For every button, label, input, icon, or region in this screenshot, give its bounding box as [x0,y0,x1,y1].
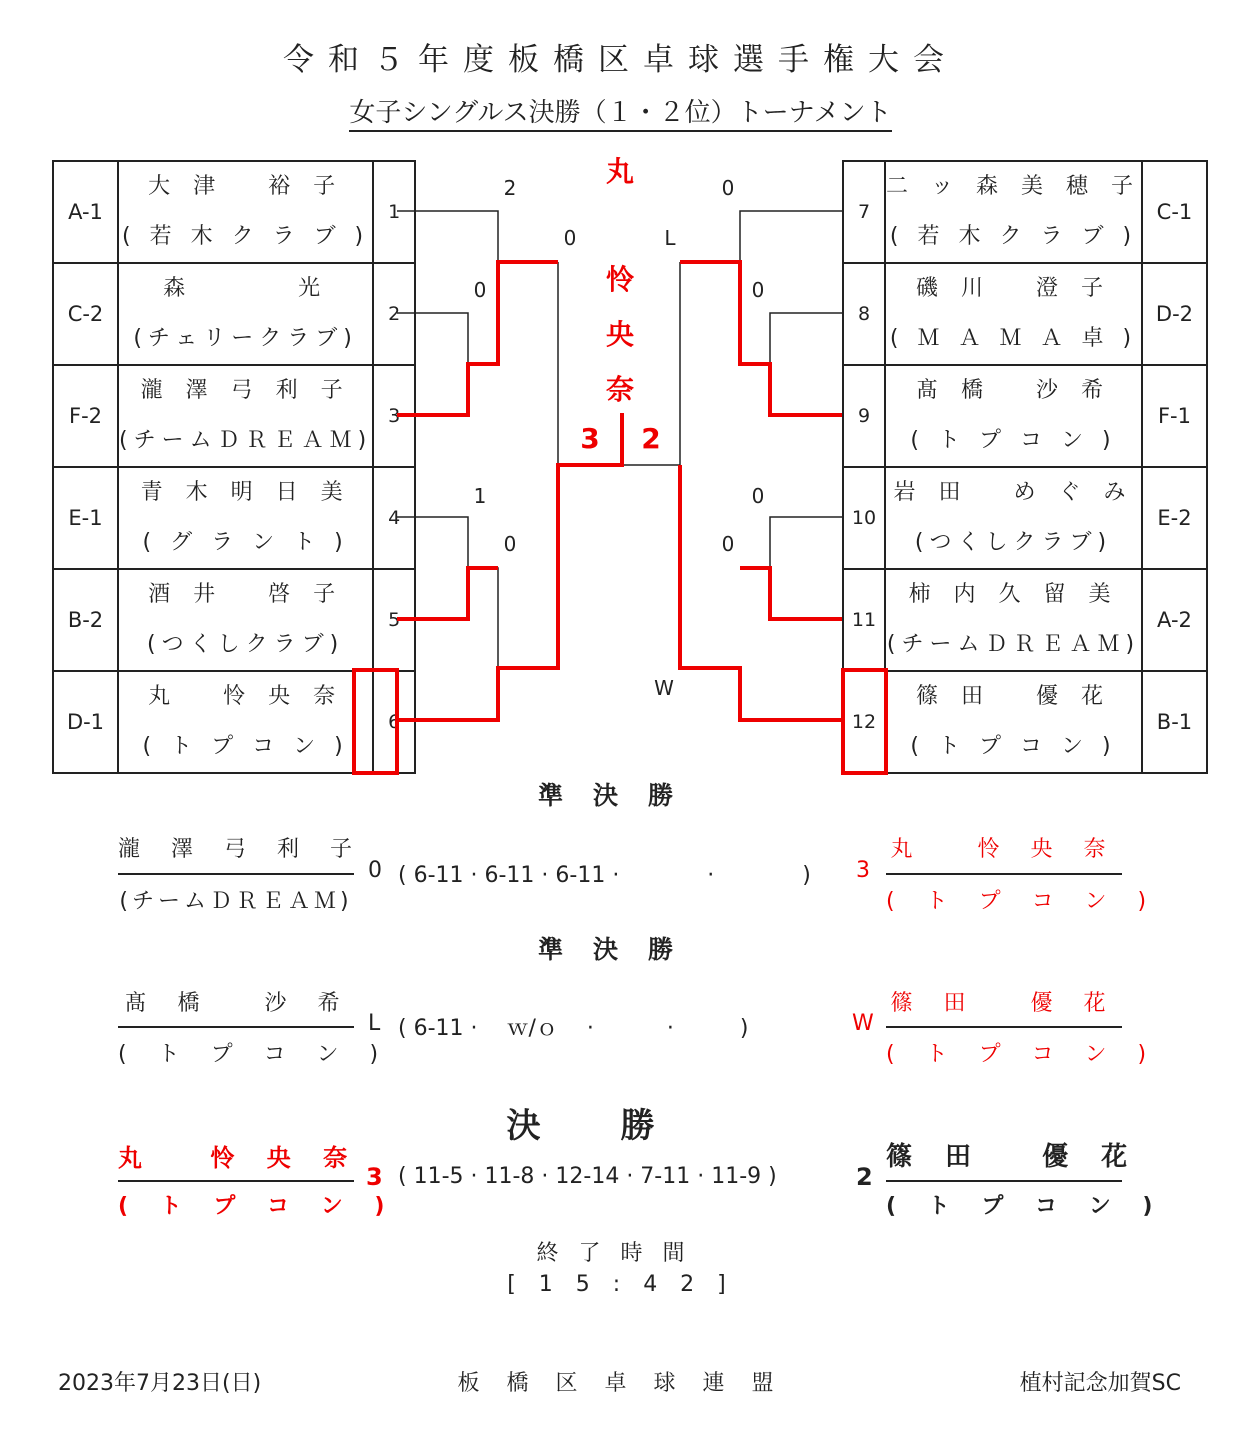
semifinal1-left-underline [118,873,354,875]
player-name: 酒 井 啓 子 [148,582,344,607]
player-club: ( 若 木 ク ラ ブ ) [122,224,370,249]
bracket-line [770,517,842,568]
footer-date: 2023年7月23日(日) [58,1371,262,1396]
footer-venue: 植村記念加賀SC [1019,1371,1181,1396]
seed-cell: A-1 [53,161,118,263]
semifinal2-label: 準決勝 [537,935,703,964]
player-club: (チームＤＲＥＡＭ) [119,428,373,453]
seed-cell: F-1 [1142,365,1207,467]
winner-path [740,568,842,619]
player-club: (チームＤＲＥＡＭ) [886,632,1141,657]
final-score-left: 3 [580,422,600,455]
draw-number-cell: 2 [373,263,415,365]
semifinal1-right-name: 丸 怜 央 奈 [890,837,1118,862]
semifinal2-games: ( 6-11 · ｗ/ｏ · · ) [398,1016,749,1041]
score-match4-right: 0 [721,532,735,556]
score-match2-right: 0 [751,278,765,302]
player-name: 大 津 裕 子 [148,174,344,199]
final-label: 決勝 [506,1106,735,1146]
player-name: 森 光 [163,276,329,301]
champion-char: 奈 [605,373,634,406]
bracket-line [397,211,498,262]
seed-cell: D-2 [1142,263,1207,365]
score-match3-right: 0 [751,484,765,508]
bracket-line [740,211,842,262]
champion-char: 央 [605,318,634,351]
score-semi-right-top: L [664,226,676,250]
seed-cell: C-1 [1142,161,1207,263]
page-title: 令和５年度板橋区卓球選手権大会 [283,42,958,78]
player-club: ( Ｍ Ａ Ｍ Ａ 卓 ) [889,326,1138,351]
seed-cell: E-2 [1142,467,1207,569]
final-left-club: ( ト プ コ ン ) [118,1194,397,1219]
semifinal2-left-score: L [368,1011,381,1036]
score-match1-left: 2 [503,176,517,200]
player-club: ( ト プ コ ン ) [142,734,349,759]
player-name: 瀧 澤 弓 利 子 [140,378,351,403]
player-club: ( ト プ コ ン ) [910,428,1117,453]
champion-char: 怜 [605,263,634,296]
footer-organizer: 板 橋 区 卓 球 連 盟 [457,1371,784,1396]
player-name: 丸 怜 央 奈 [148,684,344,709]
winner-path [397,568,498,619]
champion-char: 丸 [605,155,634,188]
final-right-club: ( ト プ コ ン ) [886,1194,1165,1219]
player-name: 柿 内 久 留 美 [908,582,1119,607]
bracket-line [397,517,468,568]
player-name: 磯 川 澄 子 [915,276,1111,301]
semifinal1-games: ( 6-11 · 6-11 · 6-11 · · ) [398,863,811,888]
score-semi-right-bottom: W [654,676,674,700]
player-club: (つくしクラブ) [147,632,345,657]
draw-number-cell: 12 [843,671,885,773]
final-left-name: 丸 怜 央 奈 [118,1144,360,1172]
player-name: 青 木 明 日 美 [140,480,351,505]
semifinal1-left-club: (チームＤＲＥＡＭ) [119,889,353,914]
final-games: ( 11-5 · 11-8 · 12-14 · 7-11 · 11-9 ) [398,1164,777,1189]
player-name: 岩 田 め ぐ み [893,480,1134,505]
champion-highlight-box [354,670,397,773]
semifinal1-right-club: ( ト プ コ ン ) [886,889,1159,914]
semifinal2-right-club: ( ト プ コ ン ) [886,1042,1159,1067]
draw-number-cell: 1 [373,161,415,263]
draw-number-cell: 11 [843,569,885,671]
player-club: ( グ ラ ン ト ) [142,530,349,555]
bracket-line [468,568,498,668]
winner-path [397,413,622,720]
seed-cell: A-2 [1142,569,1207,671]
runner-up-highlight-box [843,670,886,773]
draw-number-cell: 9 [843,365,885,467]
player-name: 二 ッ 森 美 穂 子 [886,174,1141,199]
draw-number-cell: 3 [373,365,415,467]
final-left-underline [118,1180,354,1182]
score-match2-left: 0 [473,278,487,302]
final-right-underline [886,1180,1122,1182]
score-match4-left: 0 [503,532,517,556]
seed-cell: C-2 [53,263,118,365]
subtitle-text: 女子シングルス決勝（１・２位）トーナメント [349,98,891,132]
draw-number-cell: 6 [373,671,415,773]
seed-cell: F-2 [53,365,118,467]
seed-cell: B-2 [53,569,118,671]
draw-number-cell: 5 [373,569,415,671]
semifinal1-right-underline [886,873,1122,875]
draw-number-cell: 4 [373,467,415,569]
semifinal2-left-club: ( ト プ コ ン ) [118,1042,391,1067]
score-match3-left: 1 [473,484,487,508]
seed-cell: D-1 [53,671,118,773]
semifinal2-left-name: 髙 橋 沙 希 [124,991,352,1016]
final-right-name: 篠 田 優 花 [886,1142,1140,1172]
player-club: (つくしクラブ) [914,530,1113,555]
bracket-line [397,313,468,364]
end-time-value: [ 1 5 : 4 2 ] [507,1272,734,1297]
semifinal2-left-underline [118,1026,354,1028]
draw-number-cell: 8 [843,263,885,365]
final-score-right: 2 [641,422,661,455]
end-time-label: 終了時間 [536,1241,705,1266]
bracket-line [770,313,842,364]
player-club: ( ト プ コ ン ) [910,734,1117,759]
semifinal2-right-name: 篠 田 優 花 [890,991,1118,1016]
score-match1-right: 0 [721,176,735,200]
semifinal2-right-underline [886,1026,1122,1028]
final-right-score: 2 [856,1163,873,1191]
semifinal2-right-score: W [852,1011,874,1036]
semifinal1-left-name: 瀧 澤 弓 利 子 [118,837,364,862]
player-name: 髙 橋 沙 希 [915,378,1111,403]
player-club: (チェリークラブ) [133,326,358,351]
player-club: ( 若 木 ク ラ ブ ) [889,224,1138,249]
semifinal1-label: 準決勝 [537,781,703,810]
player-name: 篠 田 優 花 [915,684,1111,709]
semifinal1-right-score: 3 [856,858,870,883]
semifinal1-left-score: 0 [368,858,382,883]
seed-cell: B-1 [1142,671,1207,773]
draw-number-cell: 7 [843,161,885,263]
draw-number-cell: 10 [843,467,885,569]
final-left-score: 3 [366,1163,383,1191]
score-semi-left-top: 0 [563,226,577,250]
seed-cell: E-1 [53,467,118,569]
